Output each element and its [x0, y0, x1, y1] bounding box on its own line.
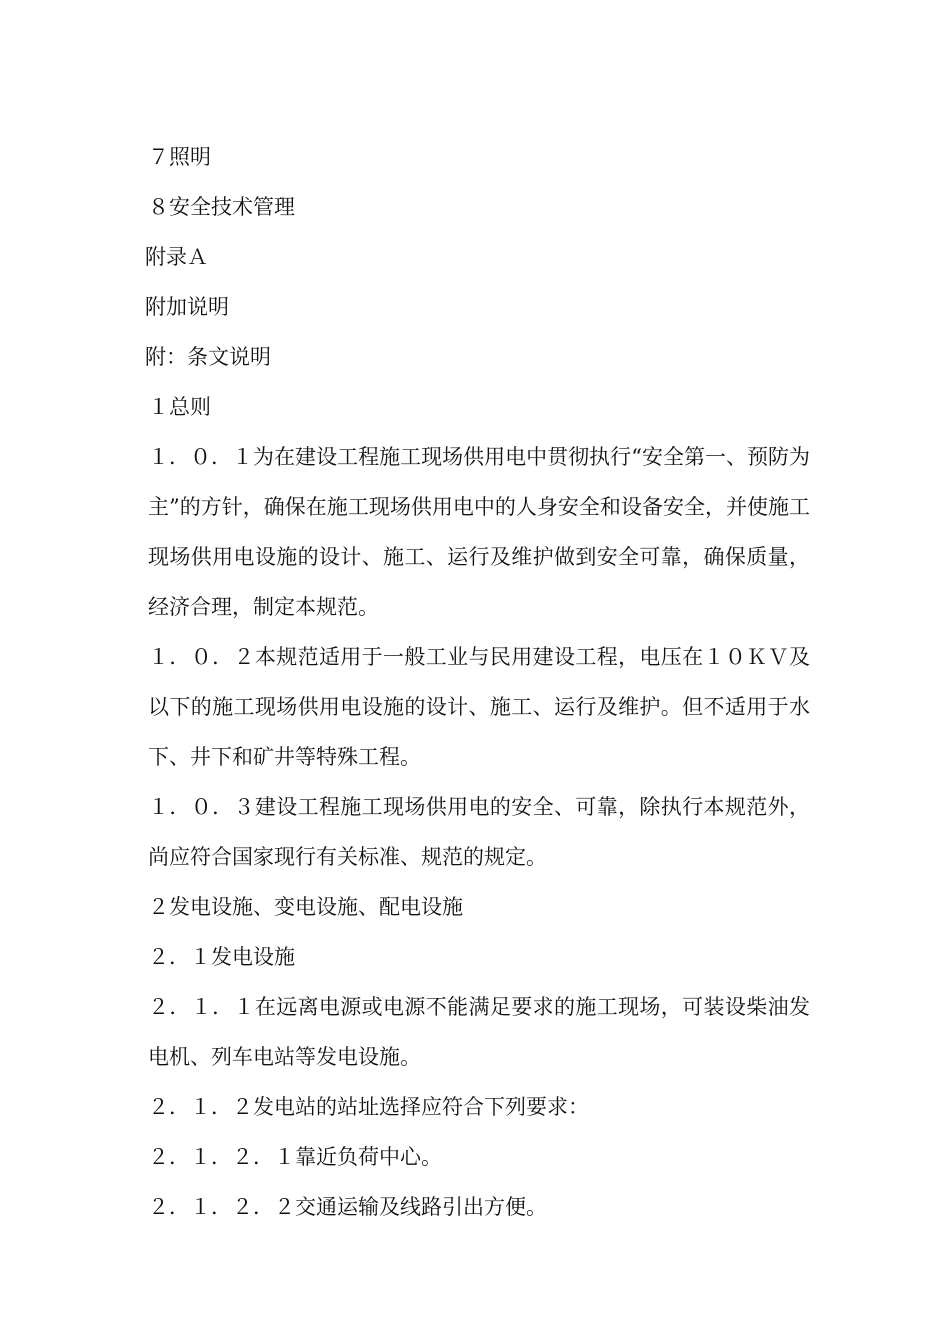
section-heading: ７照明	[148, 145, 211, 169]
section-heading: ８安全技术管理	[148, 195, 295, 219]
clause-paragraph: １．０．３建设工程施工现场供用电的安全、可靠，除执行本规范外，尚应符合国家现行有关标准、规范的规定。	[148, 795, 810, 869]
clause-notes-heading: 附：条文说明	[145, 345, 271, 369]
clause-item: ２．１．２．１靠近负荷中心。	[148, 1145, 442, 1169]
clause-paragraph: １．０．１为在建设工程施工现场供用电中贯彻执行“安全第一、预防为主”的方针，确保在施工现场供用电中的人身安全和设备安全，并使施工现场供用电设施的设计、施工、运行及维护做到安全可靠，确保质量，经济合理，制定本规范。	[148, 445, 810, 619]
clause-paragraph: １．０．２本规范适用于一般工业与民用建设工程，电压在１０ＫＶ及以下的施工现场供用电设施的设计、施工、运行及维护。但不适用于水下、井下和矿井等特殊工程。	[148, 645, 810, 769]
additional-notes-heading: 附加说明	[145, 295, 229, 319]
clause-paragraph: ２．１．２发电站的站址选择应符合下列要求：	[148, 1095, 589, 1119]
clause-paragraph: ２．１．１在远离电源或电源不能满足要求的施工现场，可装设柴油发电机、列车电站等发电设施。	[148, 995, 810, 1069]
appendix-heading: 附录Ａ	[145, 245, 208, 269]
section-heading: ２．１发电设施	[148, 945, 295, 969]
clause-item: ２．１．２．２交通运输及线路引出方便。	[148, 1195, 547, 1219]
chapter-heading: １总则	[148, 395, 211, 419]
chapter-heading: ２发电设施、变电设施、配电设施	[148, 895, 463, 919]
document-body	[145, 132, 810, 1232]
